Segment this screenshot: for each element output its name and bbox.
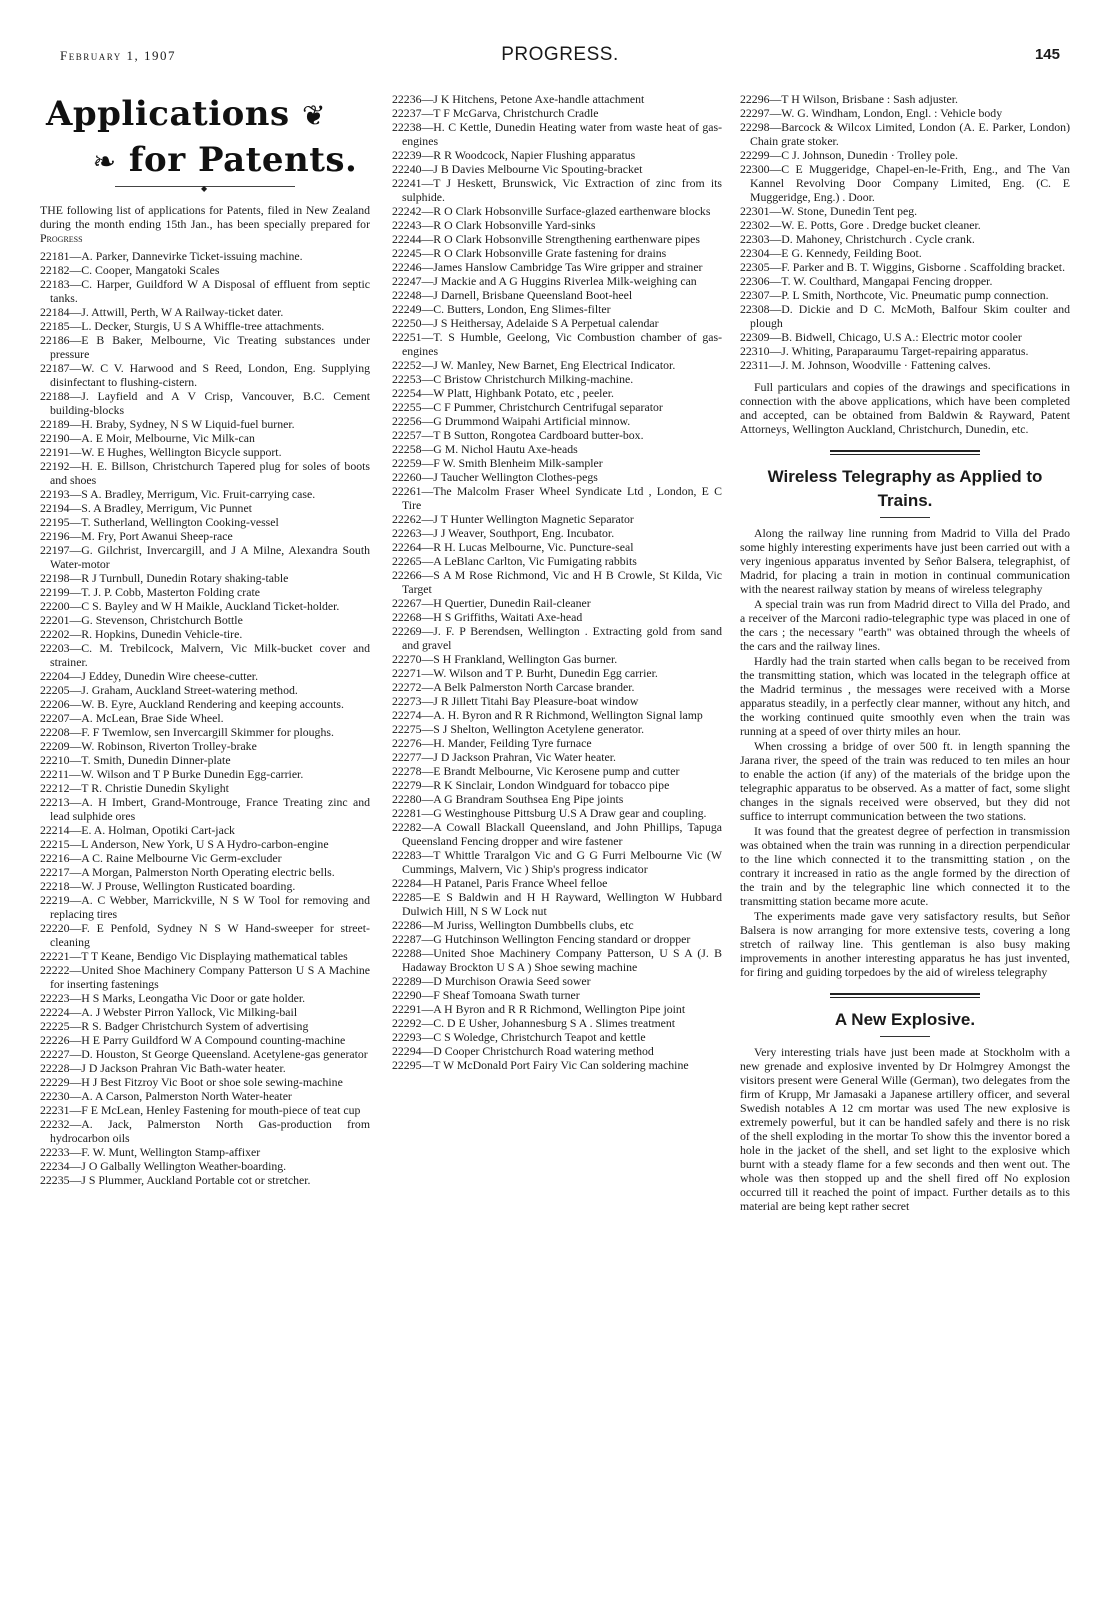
patent-entry: 22286—M Juriss, Wellington Dumbbells clubs, etc	[392, 918, 634, 932]
patent-entry: 22240—J B Davies Melbourne Vic Spouting-bracket	[392, 162, 643, 176]
patent-entry: 22253—C Bristow Christchurch Milking-machine.	[392, 372, 634, 386]
patent-entry: 22208—F. F Twemlow, sen Invercargill Skimmer for ploughs.	[40, 725, 334, 739]
patent-entry: 22306—T. W. Coulthard, Mangapai Fencing dropper.	[740, 274, 993, 288]
patent-entry: 22252—J W. Manley, New Barnet, Eng Electrical Indicator.	[392, 358, 676, 372]
patent-entry: 22300—C E Muggeridge, Chapel-en-le-Frith, Eng., and The Van Kannel Revolving Door Company Limited, Eng. (C. E Muggeridge, Eng.) . Door.	[740, 162, 1070, 204]
patent-entry: 22222—United Shoe Machinery Company Patterson U S A Machine for inserting fastenings	[40, 963, 370, 991]
patent-entry: 22310—J. Whiting, Paraparaumu Target-repairing apparatus.	[740, 344, 1029, 358]
patent-entry: 22257—T B Sutton, Rongotea Cardboard butter-box.	[392, 428, 644, 442]
patent-entry: 22186—E B Baker, Melbourne, Vic Treating substances under pressure	[40, 333, 370, 361]
patent-entry: 22189—H. Braby, Sydney, N S W Liquid-fuel burner.	[40, 417, 295, 431]
section-divider	[830, 450, 980, 455]
patent-entry: 22266—S A M Rose Richmond, Vic and H B Crowle, St Kilda, Vic Target	[392, 568, 722, 596]
section-divider	[830, 993, 980, 998]
patent-entry: 22244—R O Clark Hobsonville Strengthening earthenware pipes	[392, 232, 700, 246]
patent-entry: 22210—T. Smith, Dunedin Dinner-plate	[40, 753, 231, 767]
patent-entry: 22270—S H Frankland, Wellington Gas burner.	[392, 652, 618, 666]
patent-entry: 22218—W. J Prouse, Wellington Rusticated boarding.	[40, 879, 296, 893]
patent-entry: 22239—R R Woodcock, Napier Flushing apparatus	[392, 148, 636, 162]
patent-entry: 22307—P. L Smith, Northcote, Vic. Pneumatic pump connection.	[740, 288, 1049, 302]
patent-entry: 22188—J. Layfield and A V Crisp, Vancouver, B.C. Cement building-blocks	[40, 389, 370, 417]
patent-entry: 22308—D. Dickie and D C. McMoth, Balfour Skim coulter and plough	[740, 302, 1070, 330]
patent-entry: 22228—J D Jackson Prahran Vic Bath-water heater.	[40, 1061, 286, 1075]
ornament-icon: ❦	[302, 99, 326, 132]
patent-entry: 22273—J R Jillett Titahi Bay Pleasure-boat window	[392, 694, 639, 708]
patent-entry: 22247—J Mackie and A G Huggins Riverlea Milk-weighing can	[392, 274, 697, 288]
title-underline	[880, 1036, 930, 1037]
intro-paragraph	[40, 203, 370, 245]
title-divider	[115, 186, 295, 193]
patent-entry: 22264—R H. Lucas Melbourne, Vic. Puncture-seal	[392, 540, 634, 554]
patent-entry: 22268—H S Griffiths, Waitati Axe-head	[392, 610, 583, 624]
main-title-line-1	[40, 92, 370, 138]
patent-entry: 22192—H. E. Billson, Christchurch Tapered plug for soles of boots and shoes	[40, 459, 370, 487]
patent-entry: 22246—James Hanslow Cambridge Tas Wire gripper and strainer	[392, 260, 703, 274]
header-title: PROGRESS.	[501, 44, 619, 65]
patent-entry: 22302—W. E. Potts, Gore . Dredge bucket cleaner.	[740, 218, 981, 232]
patent-entry: 22297—W. G. Windham, London, Engl. : Vehicle body	[740, 106, 1003, 120]
closing-paragraph: Full particulars and copies of the drawings and specifications in connection with the above applications, which have been completed and accepted, can be obtained from Baldwin & Rayward, Patent Attorneys, Wellington Auckland, Christchurch, Dunedin, etc.	[740, 380, 1070, 436]
patent-entry: 22197—G. Gilchrist, Invercargill, and J A Milne, Alexandra South Water-motor	[40, 543, 370, 571]
patent-entry: 22263—J J Weaver, Southport, Eng. Incubator.	[392, 526, 615, 540]
patent-entry: 22234—J O Galbally Wellington Weather-boarding.	[40, 1159, 287, 1173]
patent-entry: 22237—T F McGarva, Christchurch Cradle	[392, 106, 599, 120]
article-paragraph: Along the railway line running from Madrid to Villa del Prado some highly interesting experiments have just been carried out with a very ingenious apparatus invented by Señor Balsera, telegraphist, of Madrid, for placing a train in motion in continual communication with the nearest railway station by means of wireless telegraphy	[740, 526, 1070, 596]
patent-entry: 22227—D. Houston, St George Queensland. Acetylene-gas generator	[40, 1047, 368, 1061]
intro-source: Progress	[40, 231, 83, 245]
patent-entry: 22311—J. M. Johnson, Woodville · Fattening calves.	[740, 358, 991, 372]
patent-entry: 22262—J T Hunter Wellington Magnetic Separator	[392, 512, 634, 526]
patent-entry: 22298—Barcock & Wilcox Limited, London (A. E. Parker, London) Chain grate stoker.	[740, 120, 1070, 148]
ornament-icon: ❧	[92, 145, 117, 178]
patent-entry: 22294—D Cooper Christchurch Road watering method	[392, 1044, 654, 1058]
wireless-title: Wireless Telegraphy as Applied to Trains.	[767, 467, 1043, 510]
intro-text: THE following list of applications for Patents, filed in New Zealand during the month ending 15th Jan., has been specially prepared for	[40, 203, 370, 231]
patent-entry: 22288—United Shoe Machinery Company Patterson, U S A (J. B Hadaway Brockton U S A ) Shoe sewing machine	[392, 946, 722, 974]
patent-entry: 22265—A LeBlanc Carlton, Vic Fumigating rabbits	[392, 554, 637, 568]
patent-entry: 22226—H E Parry Guildford W A Compound counting-machine	[40, 1033, 346, 1047]
patent-entry: 22296—T H Wilson, Brisbane : Sash adjuster.	[740, 92, 958, 106]
patent-entry: 22250—J S Heithersay, Adelaide S A Perpetual calendar	[392, 316, 659, 330]
patent-entry: 22251—T. S Humble, Geelong, Vic Combustion chamber of gas-engines	[392, 330, 722, 358]
patent-entry: 22284—H Patanel, Paris France Wheel felloe	[392, 876, 608, 890]
patent-entry: 22184—J. Attwill, Perth, W A Railway-ticket dater.	[40, 305, 284, 319]
patent-entry: 22231—F E McLean, Henley Fastening for mouth-piece of teat cup	[40, 1103, 361, 1117]
patent-entry: 22243—R O Clark Hobsonville Yard-sinks	[392, 218, 596, 232]
patent-list-3	[740, 92, 1070, 372]
patent-entry: 22283—T Whittle Traralgon Vic and G G Furri Melbourne Vic (W Cummings, Malvern, Vic ) Ship's progress indicator	[392, 848, 722, 876]
patent-entry: 22202—R. Hopkins, Dunedin Vehicle-tire.	[40, 627, 243, 641]
patent-entry: 22259—F W. Smith Blenheim Milk-sampler	[392, 456, 603, 470]
patent-entry: 22212—T R. Christie Dunedin Skylight	[40, 781, 229, 795]
article-paragraph: A special train was run from Madrid direct to Villa del Prado, and a receiver of the Marconi radio-telegraphic type was placed in one of the cars ; the necessary "earth" was obtained through the wheels of the cars and the railway lines.	[740, 597, 1070, 653]
patent-entry: 22291—A H Byron and R R Richmond, Wellington Pipe joint	[392, 1002, 686, 1016]
main-title-line-2	[40, 138, 370, 184]
patent-entry: 22255—C F Pummer, Christchurch Centrifugal separator	[392, 400, 663, 414]
patent-entry: 22281—G Westinghouse Pittsburg U.S A Draw gear and coupling.	[392, 806, 707, 820]
patent-entry: 22204—J Eddey, Dunedin Wire cheese-cutter.	[40, 669, 259, 683]
patent-entry: 22220—F. E Penfold, Sydney N S W Hand-sweeper for street-cleaning	[40, 921, 370, 949]
patent-entry: 22285—E S Baldwin and H H Rayward, Wellington W Hubbard Dulwich Hill, N S W Lock nut	[392, 890, 722, 918]
diamond-icon: ◆	[201, 184, 208, 193]
patent-entry: 22245—R O Clark Hobsonville Grate fastening for drains	[392, 246, 667, 260]
patent-entry: 22191—W. E Hughes, Wellington Bicycle support.	[40, 445, 282, 459]
patent-entry: 22196—M. Fry, Port Awanui Sheep-race	[40, 529, 233, 543]
patent-entry: 22214—E. A. Holman, Opotiki Cart-jack	[40, 823, 235, 837]
patent-entry: 22295—T W McDonald Port Fairy Vic Can soldering machine	[392, 1058, 689, 1072]
patent-entry: 22267—H Quertier, Dunedin Rail-cleaner	[392, 596, 591, 610]
patent-entry: 22280—A G Brandram Southsea Eng Pipe joints	[392, 792, 624, 806]
patent-entry: 22198—R J Turnbull, Dunedin Rotary shaking-table	[40, 571, 289, 585]
wireless-article	[740, 526, 1070, 979]
patent-entry: 22207—A. McLean, Brae Side Wheel.	[40, 711, 224, 725]
article-paragraph: The experiments made gave very satisfactory results, but Señor Balsera is now arranging for more extensive tests, covering a long stretch of railway line. This gentleman is also busy making improvements in another interesting apparatus he has just invented, for firing and guiding torpedoes by the aid of wireless telegraphy	[740, 909, 1070, 979]
header-date: February 1, 1907	[60, 48, 176, 63]
patent-entry: 22274—A. H. Byron and R R Richmond, Wellington Signal lamp	[392, 708, 703, 722]
patent-entry: 22272—A Belk Palmerston North Carcase brander.	[392, 680, 635, 694]
patent-entry: 22195—T. Sutherland, Wellington Cooking-vessel	[40, 515, 279, 529]
page-number: 145	[1034, 46, 1060, 63]
patent-entry: 22224—A. J Webster Pirron Yallock, Vic Milking-bail	[40, 1005, 298, 1019]
patent-entry: 22221—T T Keane, Bendigo Vic Displaying mathematical tables	[40, 949, 348, 963]
patent-entry: 22232—A. Jack, Palmerston North Gas-production from hydrocarbon oils	[40, 1117, 370, 1145]
patent-entry: 22249—C. Butters, London, Eng Slimes-filter	[392, 302, 611, 316]
patent-entry: 22182—C. Cooper, Mangatoki Scales	[40, 263, 220, 277]
patent-entry: 22279—R K Sinclair, London Windguard for tobacco pipe	[392, 778, 670, 792]
patent-entry: 22290—F Sheaf Tomoana Swath turner	[392, 988, 580, 1002]
patent-entry: 22289—D Murchison Orawia Seed sower	[392, 974, 591, 988]
column-1	[40, 92, 370, 1187]
article-paragraph: Very interesting trials have just been made at Stockholm with a new grenade and explosive invented by Dr Holmgrey Amongst the visitors present were General Wille (German), two delegates from the firm of Krupp, Mr Jamasaki a Japanese artillery officer, and several Swedish notables A 12 cm mortar was used The new explosive is extremely powerful, but it can be handled safely and there is no risk of the shell exploding in the mortar To show this the inventor bored a hole in the jacket of the shell, and set light to the explosive which burnt with a steady flame for a few seconds and then went out. The whole was then stopped up and the shell fired off No explosion occurred till it reached the point of impact. Further details as to this material are being kept rather secret	[740, 1045, 1070, 1213]
patent-entry: 22242—R O Clark Hobsonville Surface-glazed earthenware blocks	[392, 204, 711, 218]
patent-entry: 22248—J Darnell, Brisbane Queensland Boot-heel	[392, 288, 633, 302]
patent-list-1	[40, 249, 370, 1187]
patent-entry: 22229—H J Best Fitzroy Vic Boot or shoe sole sewing-machine	[40, 1075, 343, 1089]
patent-entry: 22238—H. C Kettle, Dunedin Heating water from waste heat of gas-engines	[392, 120, 722, 148]
patent-entry: 22301—W. Stone, Dunedin Tent peg.	[740, 204, 918, 218]
article-paragraph: It was found that the greatest degree of perfection in transmission was obtained when the train was running in a direction perpendicular to the line which connected it to the transmitting station , on the contrary it increased in ratio as the angle formed by the direction of the train and by the telegraphic line which connected it to the transmitting station became more acute.	[740, 824, 1070, 908]
patent-entry: 22282—A Cowall Blackall Queensland, and John Phillips, Tapuga Queensland Fencing dropper and wire fastener	[392, 820, 722, 848]
patent-entry: 22277—J D Jackson Prahran, Vic Water heater.	[392, 750, 616, 764]
patent-entry: 22241—T J Heskett, Brunswick, Vic Extraction of zinc from its sulphide.	[392, 176, 722, 204]
patent-entry: 22219—A. C Webber, Marrickville, N S W Tool for removing and replacing tires	[40, 893, 370, 921]
patent-entry: 22269—J. F. P Berendsen, Wellington . Extracting gold from sand and gravel	[392, 624, 722, 652]
patent-entry: 22230—A. A Carson, Palmerston North Water-heater	[40, 1089, 292, 1103]
patent-entry: 22193—S A. Bradley, Merrigum, Vic. Fruit-carrying case.	[40, 487, 316, 501]
explosive-title: A New Explosive.	[834, 1010, 976, 1029]
patent-entry: 22299—C J. Johnson, Dunedin · Trolley pole.	[740, 148, 958, 162]
patent-entry: 22304—E G. Kennedy, Feilding Boot.	[740, 246, 922, 260]
patent-entry: 22260—J Taucher Wellington Clothes-pegs	[392, 470, 598, 484]
patent-entry: 22190—A. E Moir, Melbourne, Vic Milk-can	[40, 431, 255, 445]
patent-entry: 22187—W. C V. Harwood and S Reed, London, Eng. Supplying disinfectant to flushing-cistern.	[40, 361, 370, 389]
patent-entry: 22201—G. Stevenson, Christchurch Bottle	[40, 613, 243, 627]
patent-entry: 22216—A C. Raine Melbourne Vic Germ-excluder	[40, 851, 282, 865]
patent-entry: 22200—C S. Bayley and W H Maikle, Auckland Ticket-holder.	[40, 599, 340, 613]
patent-entry: 22293—C S Woledge, Christchurch Teapot and kettle	[392, 1030, 646, 1044]
patent-entry: 22211—W. Wilson and T P Burke Dunedin Egg-carrier.	[40, 767, 304, 781]
patent-entry: 22236—J K Hitchens, Petone Axe-handle attachment	[392, 92, 645, 106]
patent-entry: 22199—T. J. P. Cobb, Masterton Folding crate	[40, 585, 260, 599]
patent-entry: 22183—C. Harper, Guildford W A Disposal of effluent from septic tanks.	[40, 277, 370, 305]
patent-entry: 22213—A. H Imbert, Grand-Montrouge, France Treating zinc and lead sulphide ores	[40, 795, 370, 823]
patent-entry: 22181—A. Parker, Dannevirke Ticket-issuing machine.	[40, 249, 303, 263]
patent-entry: 22276—H. Mander, Feilding Tyre furnace	[392, 736, 592, 750]
patent-entry: 22225—R S. Badger Christchurch System of advertising	[40, 1019, 309, 1033]
patent-entry: 22309—B. Bidwell, Chicago, U.S A.: Electric motor cooler	[740, 330, 1022, 344]
patent-entry: 22303—D. Mahoney, Christchurch . Cycle crank.	[740, 232, 975, 246]
patent-entry: 22292—C. D E Usher, Johannesburg S A . Slimes treatment	[392, 1016, 676, 1030]
page-header	[60, 44, 1060, 68]
patent-entry: 22271—W. Wilson and T P. Burht, Dunedin Egg carrier.	[392, 666, 658, 680]
main-title-text-1: Applications	[46, 94, 290, 134]
column-3	[740, 92, 1070, 1214]
patent-entry: 22185—L. Decker, Sturgis, U S A Whiffle-tree attachments.	[40, 319, 325, 333]
article-paragraph: When crossing a bridge of over 500 ft. in length spanning the Jarana river, the speed of the train was reduced to ten miles an hour to enable the action (if any) of the materials of the bridge upon the telegraphic apparatus to be observed. As a matter of fact, some slight changes in the signals received were observed, but they did not suffice to interrupt communication between the two stations.	[740, 739, 1070, 823]
patent-entry: 22194—S. A Bradley, Merrigum, Vic Punnet	[40, 501, 252, 515]
explosive-article	[740, 1045, 1070, 1213]
patent-entry: 22305—F. Parker and B. T. Wiggins, Gisborne . Scaffolding bracket.	[740, 260, 1066, 274]
article-paragraph: Hardly had the train started when calls began to be received from the transmitting station, which was located in the telegraph office at the Madrid terminus , the messages were received with a Morse apparatus steadily, in a perfectly clear manner, without any hitch, and the working continued quite smoothly even when the train was running at a speed of over thirty miles an hour.	[740, 654, 1070, 738]
patent-entry: 22254—W Platt, Highbank Potato, etc , peeler.	[392, 386, 614, 400]
patent-entry: 22235—J S Plummer, Auckland Portable cot or stretcher.	[40, 1173, 311, 1187]
patent-entry: 22278—E Brandt Melbourne, Vic Kerosene pump and cutter	[392, 764, 680, 778]
patent-entry: 22215—L Anderson, New York, U S A Hydro-carbon-engine	[40, 837, 329, 851]
patent-entry: 22206—W. B. Eyre, Auckland Rendering and keeping accounts.	[40, 697, 344, 711]
patent-entry: 22261—The Malcolm Fraser Wheel Syndicate Ltd , London, E C Tire	[392, 484, 722, 512]
title-underline	[880, 517, 930, 518]
patent-entry: 22209—W. Robinson, Riverton Trolley-brake	[40, 739, 257, 753]
patent-entry: 22203—C. M. Trebilcock, Malvern, Vic Milk-bucket cover and strainer.	[40, 641, 370, 669]
patent-entry: 22287—G Hutchinson Wellington Fencing standard or dropper	[392, 932, 691, 946]
main-title-text-2: for Patents.	[128, 140, 358, 180]
patent-list-2	[392, 92, 722, 1072]
patent-entry: 22233—F. W. Munt, Wellington Stamp-affixer	[40, 1145, 261, 1159]
patent-entry: 22256—G Drummond Waipahi Artificial minnow.	[392, 414, 631, 428]
patent-entry: 22217—A Morgan, Palmerston North Operating electric bells.	[40, 865, 335, 879]
patent-entry: 22275—S J Shelton, Wellington Acetylene generator.	[392, 722, 645, 736]
patent-entry: 22205—J. Graham, Auckland Street-watering method.	[40, 683, 298, 697]
patent-entry: 22258—G M. Nichol Hautu Axe-heads	[392, 442, 578, 456]
column-2	[392, 92, 722, 1072]
patent-entry: 22223—H S Marks, Leongatha Vic Door or gate holder.	[40, 991, 306, 1005]
